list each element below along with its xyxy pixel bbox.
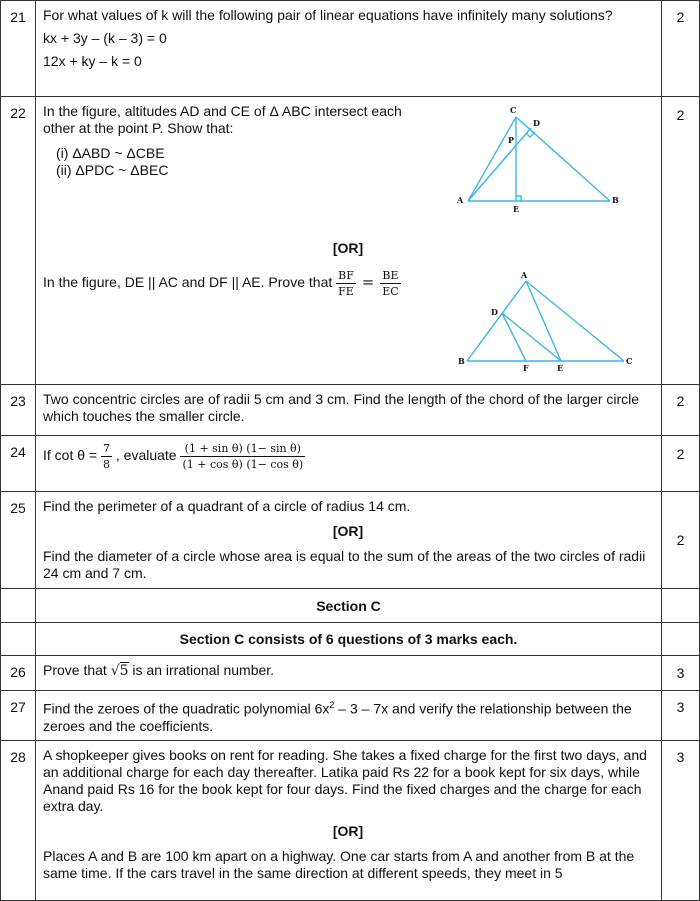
question-mid: , evaluate xyxy=(115,447,181,464)
or-label: [OR] xyxy=(332,240,364,256)
question-number: 27 xyxy=(1,691,36,741)
triangle-dec-figure xyxy=(456,267,641,377)
exponent: 2 xyxy=(329,700,335,710)
question-prefix: If cot θ = xyxy=(43,447,101,464)
label-p: P xyxy=(508,135,515,145)
question-text: For what values of k will the following pair of linear equations have infinitely many solutions? xyxy=(43,7,613,23)
section-subtitle: Section C consists of 6 questions of 3 marks each. xyxy=(36,623,662,656)
label-e: E xyxy=(557,363,564,373)
question-number: 22 xyxy=(1,97,36,385)
question-row-21 xyxy=(1,1,700,97)
question-body xyxy=(36,97,662,385)
question-row-27 xyxy=(1,691,700,741)
question-body xyxy=(36,385,662,436)
marks: 2 xyxy=(662,385,700,436)
fraction-numerator: BE xyxy=(380,269,400,284)
fraction-7-8 xyxy=(101,442,112,471)
question-body xyxy=(36,436,662,492)
question-number: 24 xyxy=(1,436,36,492)
fraction-numerator: (1 + sin θ) (1− sin θ) xyxy=(180,442,305,457)
question-text xyxy=(43,662,653,680)
question-row-28 xyxy=(1,741,700,901)
question-number: 28 xyxy=(1,741,36,901)
label-f: F xyxy=(523,363,529,373)
label-b: B xyxy=(458,356,465,366)
question-row-22 xyxy=(1,97,700,385)
marks: 3 xyxy=(662,656,700,691)
fraction-denominator: (1 + cos θ) (1− cos θ) xyxy=(182,458,304,471)
question-text xyxy=(43,442,653,471)
question-prefix: Find the zeroes of the quadratic polynomial 6x xyxy=(43,700,330,717)
question-suffix: – 3 – 7x and verify the relationship between the zeroes and the coefficients. xyxy=(43,700,632,734)
question-body xyxy=(36,691,662,741)
sqrt-sign: √ xyxy=(110,663,120,679)
fraction-denominator: 8 xyxy=(102,458,110,471)
part-i: (i) ΔABD ~ ΔCBE xyxy=(56,145,165,161)
label-c: C xyxy=(510,105,517,115)
or-label: [OR] xyxy=(332,523,364,539)
label-d: D xyxy=(491,307,498,317)
label-b: B xyxy=(612,195,619,205)
trig-expression-fraction xyxy=(180,442,305,471)
question-body xyxy=(36,741,662,901)
question-text xyxy=(43,697,653,735)
part-ii: (ii) ΔPDC ~ ΔBEC xyxy=(56,162,169,178)
question-number: 26 xyxy=(1,656,36,691)
empty-cell xyxy=(1,623,36,656)
label-d: D xyxy=(533,118,540,128)
label-a: A xyxy=(457,195,464,205)
empty-cell xyxy=(662,589,700,623)
question-row-23 xyxy=(1,385,700,436)
label-e: E xyxy=(513,204,520,214)
marks: 3 xyxy=(662,691,700,741)
section-title: Section C xyxy=(36,589,662,623)
question-row-24 xyxy=(1,436,700,492)
marks: 2 xyxy=(662,436,700,492)
question-number: 25 xyxy=(1,492,36,589)
radicand: 5 xyxy=(119,663,129,679)
fraction-denominator: EC xyxy=(382,285,399,298)
question-text: Two concentric circles are of radii 5 cm and 3 cm. Find the length of the chord of the larger circle which touches the smaller circle. xyxy=(43,391,640,424)
section-c-title-row xyxy=(1,589,700,623)
question-prefix: Prove that xyxy=(43,662,111,678)
triangle-abc-figure xyxy=(452,103,622,215)
equation-2: 12x + ky – k = 0 xyxy=(43,53,142,69)
question-row-26 xyxy=(1,656,700,691)
question-row-25 xyxy=(1,492,700,589)
marks: 3 xyxy=(662,741,700,901)
question-body xyxy=(36,656,662,691)
fraction-numerator: 7 xyxy=(102,442,110,455)
fraction-numerator: BF xyxy=(338,269,354,282)
empty-cell xyxy=(662,623,700,656)
question-text: In the figure, altitudes AD and CE of Δ ABC intersect each other at the point P. Show that: xyxy=(43,103,402,136)
or-label: [OR] xyxy=(332,823,364,839)
section-c-subtitle-row xyxy=(1,623,700,656)
fraction-denominator: FE xyxy=(338,285,354,298)
alternate-question-text: In the figure, DE || AC and DF || AE. Prove that xyxy=(43,274,333,291)
label-a: A xyxy=(521,270,528,280)
fraction-be-ec xyxy=(380,269,400,298)
alternate-question-text: Find the diameter of a circle whose area is equal to the sum of the areas of the two circles of radii 24 cm and 7 cm. xyxy=(43,548,646,581)
marks: 2 xyxy=(662,97,700,385)
fraction-bf-fe xyxy=(336,269,356,298)
empty-cell xyxy=(1,589,36,623)
question-number: 23 xyxy=(1,385,36,436)
equation-1: kx + 3y – (k – 3) = 0 xyxy=(43,30,167,46)
question-text: Find the perimeter of a quadrant of a circle of radius 14 cm. xyxy=(43,498,411,514)
marks: 2 xyxy=(662,492,700,589)
question-suffix: is an irrational number. xyxy=(128,662,275,678)
question-number: 21 xyxy=(1,1,36,97)
marks: 2 xyxy=(662,1,700,97)
alternate-question-text: Places A and B are 100 km apart on a highway. One car starts from A and another from B at the same time. If the cars travel in the same direction at different speeds, they meet in 5 xyxy=(43,848,635,881)
question-body xyxy=(36,492,662,589)
label-c: C xyxy=(626,356,633,366)
question-text: A shopkeeper gives books on rent for reading. She takes a fixed charge for the first two days, and an additional charge for each day thereafter. Latika paid Rs 22 for a book kept for six days, while Anand paid Rs 16 for the book kept for four days. Find the fixed charges and the charge for each extra day. xyxy=(43,747,647,814)
equals-sign: = xyxy=(361,273,375,292)
question-body xyxy=(36,1,662,97)
